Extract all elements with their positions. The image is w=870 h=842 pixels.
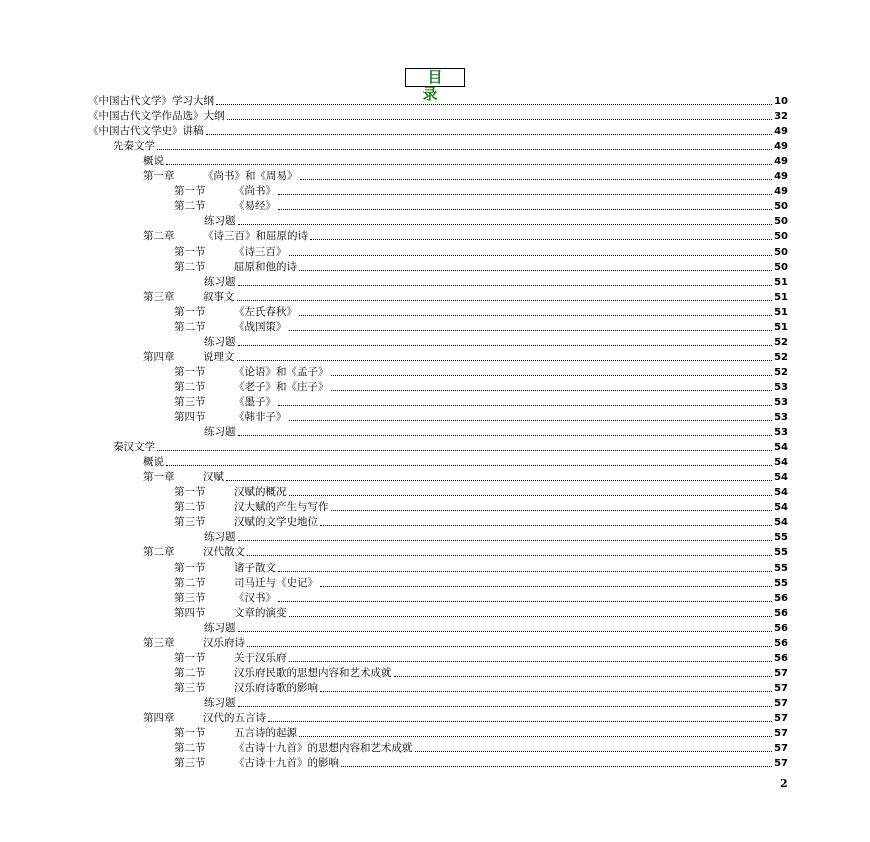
toc-entry-page: 57: [774, 697, 788, 709]
toc-entry[interactable]: [88, 183, 788, 198]
dot-leader: [415, 751, 773, 752]
table-of-contents: [88, 93, 788, 770]
dot-leader: [238, 224, 773, 225]
toc-entry[interactable]: [88, 319, 788, 334]
toc-entry-page: 56: [774, 652, 788, 664]
toc-entry-page: 49: [774, 126, 788, 138]
dot-leader: [238, 435, 773, 436]
toc-entry[interactable]: [88, 665, 788, 680]
toc-entry[interactable]: [88, 499, 788, 514]
toc-entry-page: 51: [774, 306, 788, 318]
toc-entry-number: 第四章: [143, 711, 175, 724]
toc-entry-page: 54: [774, 457, 788, 469]
toc-entry[interactable]: [88, 740, 788, 755]
toc-entry[interactable]: [88, 349, 788, 364]
toc-entry[interactable]: [88, 439, 788, 454]
toc-entry-page: 55: [774, 547, 788, 559]
toc-entry[interactable]: [88, 379, 788, 394]
toc-entry-page: 49: [774, 171, 788, 183]
toc-entry-number: 第二节: [174, 576, 206, 589]
toc-entry-title: 汉乐府诗歌的影响: [234, 681, 318, 694]
dot-leader: [238, 540, 773, 541]
toc-entry-number: 第一章: [143, 471, 175, 484]
toc-entry-title: 《墨子》: [234, 395, 276, 408]
toc-entry[interactable]: [88, 650, 788, 665]
dot-leader: [300, 179, 773, 180]
toc-entry-number: 第三章: [143, 290, 175, 303]
toc-entry-number: 第二节: [174, 380, 206, 393]
dot-leader: [289, 330, 773, 331]
dot-leader: [247, 555, 772, 556]
toc-entry-title: 关于汉乐府: [234, 651, 287, 664]
toc-entry-title: 诸子散文: [234, 561, 276, 574]
toc-entry-page: 56: [774, 622, 788, 634]
toc-entry-title: 练习题: [204, 215, 236, 228]
toc-entry-number: 第三节: [174, 516, 206, 529]
toc-entry-number: 第四节: [174, 411, 206, 424]
toc-entry[interactable]: [88, 755, 788, 770]
toc-entry-page: 51: [774, 276, 788, 288]
toc-entry-page: 52: [774, 336, 788, 348]
toc-entry-page: 57: [774, 758, 788, 770]
toc-entry-title: 《中国古代文学史》讲稿: [88, 125, 204, 138]
toc-entry-page: 57: [774, 682, 788, 694]
toc-entry-title: 汉乐府民歌的思想内容和艺术成就: [234, 666, 392, 679]
toc-entry-page: 55: [774, 577, 788, 589]
toc-entry-title: 文章的演变: [234, 606, 287, 619]
toc-entry-number: 第一节: [174, 185, 206, 198]
page-number: 2: [780, 777, 788, 790]
toc-entry-page: 51: [774, 321, 788, 333]
toc-entry-number: 第三节: [174, 757, 206, 770]
toc-entry-number: 第二章: [143, 546, 175, 559]
toc-entry-page: 49: [774, 156, 788, 168]
toc-entry-page: 53: [774, 381, 788, 393]
dot-leader: [278, 571, 772, 572]
dot-leader: [320, 691, 772, 692]
toc-entry-title: 秦汉文学: [113, 441, 155, 454]
toc-entry-title: 练习题: [204, 531, 236, 544]
toc-entry[interactable]: [88, 123, 788, 138]
dot-leader: [238, 345, 773, 346]
dot-leader: [331, 390, 773, 391]
toc-entry-page: 54: [774, 487, 788, 499]
toc-entry-number: 第一节: [174, 245, 206, 258]
dot-leader: [394, 676, 773, 677]
toc-entry-page: 32: [774, 111, 788, 123]
toc-entry[interactable]: [88, 635, 788, 650]
toc-entry-title: 叙事文: [203, 290, 235, 303]
toc-entry[interactable]: [88, 304, 788, 319]
toc-entry[interactable]: [88, 243, 788, 258]
dot-leader: [299, 270, 772, 271]
toc-entry-page: 57: [774, 743, 788, 755]
toc-entry-number: 第一节: [174, 727, 206, 740]
toc-entry-page: 50: [774, 216, 788, 228]
toc-entry-title: 五言诗的起源: [234, 727, 297, 740]
toc-entry-title: 先秦文学: [113, 140, 155, 153]
dot-leader: [216, 104, 772, 105]
toc-entry-number: 第四章: [143, 350, 175, 363]
toc-entry[interactable]: [88, 605, 788, 620]
toc-entry-number: 第一节: [174, 651, 206, 664]
toc-entry[interactable]: [88, 575, 788, 590]
toc-entry-title: 司马迁与《史记》: [234, 576, 318, 589]
toc-entry[interactable]: [88, 620, 788, 635]
toc-entry[interactable]: [88, 454, 788, 469]
toc-entry-title: 汉赋的文学史地位: [234, 516, 318, 529]
toc-entry-page: 55: [774, 532, 788, 544]
dot-leader: [278, 194, 772, 195]
dot-leader: [299, 736, 772, 737]
toc-entry[interactable]: [88, 259, 788, 274]
toc-entry-page: 56: [774, 592, 788, 604]
toc-entry-title: 练习题: [204, 696, 236, 709]
toc-entry[interactable]: [88, 334, 788, 349]
dot-leader: [206, 134, 773, 135]
toc-entry-page: 55: [774, 562, 788, 574]
toc-title: 目 录: [405, 68, 465, 87]
toc-entry-title: 汉代散文: [203, 546, 245, 559]
toc-entry[interactable]: [88, 514, 788, 529]
toc-entry-page: 57: [774, 728, 788, 740]
toc-entry-page: 54: [774, 502, 788, 514]
toc-entry-title: 《古诗十九首》的思想内容和艺术成就: [234, 742, 413, 755]
toc-entry[interactable]: [88, 559, 788, 574]
toc-entry-title: 《韩非子》: [234, 411, 287, 424]
toc-entry-title: 《古诗十九首》的影响: [234, 757, 339, 770]
toc-entry-number: 第一节: [174, 305, 206, 318]
toc-entry[interactable]: [88, 364, 788, 379]
toc-entry[interactable]: [88, 725, 788, 740]
toc-entry[interactable]: [88, 394, 788, 409]
toc-entry[interactable]: [88, 198, 788, 213]
toc-entry-title: 《中国古代文学作品选》大纲: [88, 110, 225, 123]
toc-entry-title: 《中国古代文学》学习大纲: [88, 95, 214, 108]
toc-entry-number: 第二节: [174, 666, 206, 679]
dot-leader: [289, 420, 773, 421]
toc-entry-title: 概说: [143, 155, 164, 168]
dot-leader: [237, 300, 773, 301]
toc-entry-number: 第二节: [174, 320, 206, 333]
toc-entry-number: 第二节: [174, 200, 206, 213]
toc-entry-page: 54: [774, 517, 788, 529]
toc-entry[interactable]: [88, 289, 788, 304]
toc-entry-number: 第二节: [174, 501, 206, 514]
toc-entry-page: 53: [774, 427, 788, 439]
dot-leader: [289, 255, 773, 256]
toc-entry-page: 53: [774, 396, 788, 408]
toc-entry-page: 57: [774, 667, 788, 679]
toc-entry-title: 练习题: [204, 426, 236, 439]
toc-entry[interactable]: [88, 274, 788, 289]
toc-entry-page: 50: [774, 246, 788, 258]
toc-entry[interactable]: [88, 409, 788, 424]
toc-entry-page: 54: [774, 472, 788, 484]
dot-leader: [320, 525, 772, 526]
dot-leader: [166, 164, 772, 165]
dot-leader: [268, 721, 772, 722]
toc-entry-page: 52: [774, 366, 788, 378]
toc-entry-number: 第三节: [174, 395, 206, 408]
toc-entry-title: 屈原和他的诗: [234, 260, 297, 273]
dot-leader: [157, 450, 772, 451]
toc-entry-number: 第三节: [174, 681, 206, 694]
dot-leader: [237, 360, 773, 361]
toc-entry-title: 《战国策》: [234, 320, 287, 333]
dot-leader: [278, 405, 772, 406]
toc-entry-page: 51: [774, 291, 788, 303]
toc-entry-page: 53: [774, 412, 788, 424]
toc-entry-title: 《易经》: [234, 200, 276, 213]
toc-entry-title: 汉赋: [203, 471, 224, 484]
toc-entry-number: 第一节: [174, 561, 206, 574]
toc-entry-page: 52: [774, 351, 788, 363]
toc-entry[interactable]: [88, 695, 788, 710]
dot-leader: [331, 375, 773, 376]
dot-leader: [289, 616, 773, 617]
toc-entry[interactable]: [88, 590, 788, 605]
dot-leader: [299, 315, 772, 316]
toc-entry-title: 汉大赋的产生与写作: [234, 501, 329, 514]
dot-leader: [238, 631, 773, 632]
toc-entry-number: 第二章: [143, 230, 175, 243]
toc-entry-title: 《尚书》: [234, 185, 276, 198]
toc-entry-page: 56: [774, 637, 788, 649]
toc-entry-title: 《老子》和《庄子》: [234, 380, 329, 393]
toc-entry[interactable]: [88, 168, 788, 183]
toc-entry-title: 汉乐府诗: [203, 636, 245, 649]
toc-entry[interactable]: [88, 424, 788, 439]
toc-entry-title: 说理文: [203, 350, 235, 363]
dot-leader: [166, 465, 772, 466]
toc-entry[interactable]: [88, 484, 788, 499]
toc-entry[interactable]: [88, 108, 788, 123]
toc-entry[interactable]: [88, 213, 788, 228]
dot-leader: [331, 510, 773, 511]
toc-entry-page: 50: [774, 231, 788, 243]
toc-entry-number: 第二节: [174, 260, 206, 273]
toc-entry[interactable]: [88, 680, 788, 695]
dot-leader: [238, 285, 773, 286]
toc-entry-number: 第四节: [174, 606, 206, 619]
toc-entry-title: 《诗三百》: [234, 245, 287, 258]
toc-entry[interactable]: [88, 544, 788, 559]
toc-entry[interactable]: [88, 138, 788, 153]
toc-entry-title: 《论语》和《孟子》: [234, 365, 329, 378]
toc-entry-page: 56: [774, 607, 788, 619]
toc-entry-title: 《左氏春秋》: [234, 305, 297, 318]
toc-entry-title: 《汉书》: [234, 591, 276, 604]
toc-entry[interactable]: [88, 469, 788, 484]
dot-leader: [278, 601, 772, 602]
toc-entry[interactable]: [88, 93, 788, 108]
toc-entry[interactable]: [88, 710, 788, 725]
toc-entry-title: 汉赋的概况: [234, 486, 287, 499]
dot-leader: [341, 766, 772, 767]
toc-entry-page: 57: [774, 712, 788, 724]
dot-leader: [320, 586, 772, 587]
toc-entry-title: 概说: [143, 456, 164, 469]
toc-entry-title: 练习题: [204, 621, 236, 634]
toc-entry-title: 练习题: [204, 275, 236, 288]
toc-entry-title: 练习题: [204, 335, 236, 348]
dot-leader: [157, 149, 772, 150]
toc-entry[interactable]: [88, 529, 788, 544]
toc-entry-title: 《尚书》和《周易》: [203, 170, 298, 183]
dot-leader: [289, 661, 773, 662]
toc-entry-number: 第二节: [174, 742, 206, 755]
dot-leader: [226, 480, 772, 481]
toc-entry-page: 10: [774, 96, 788, 108]
toc-entry-page: 49: [774, 141, 788, 153]
dot-leader: [247, 646, 772, 647]
toc-entry-title: 汉代的五言诗: [203, 711, 266, 724]
dot-leader: [289, 495, 773, 496]
dot-leader: [227, 119, 773, 120]
toc-entry-number: 第一章: [143, 170, 175, 183]
toc-entry-title: 《诗三百》和屈原的诗: [203, 230, 308, 243]
toc-entry-page: 50: [774, 201, 788, 213]
toc-entry-number: 第一节: [174, 365, 206, 378]
toc-entry-number: 第三章: [143, 636, 175, 649]
dot-leader: [278, 209, 772, 210]
toc-entry[interactable]: [88, 153, 788, 168]
toc-entry-page: 49: [774, 186, 788, 198]
dot-leader: [238, 706, 773, 707]
toc-entry[interactable]: [88, 228, 788, 243]
toc-entry-page: 50: [774, 261, 788, 273]
dot-leader: [310, 239, 772, 240]
toc-entry-number: 第三节: [174, 591, 206, 604]
toc-entry-page: 54: [774, 442, 788, 454]
toc-entry-number: 第一节: [174, 486, 206, 499]
